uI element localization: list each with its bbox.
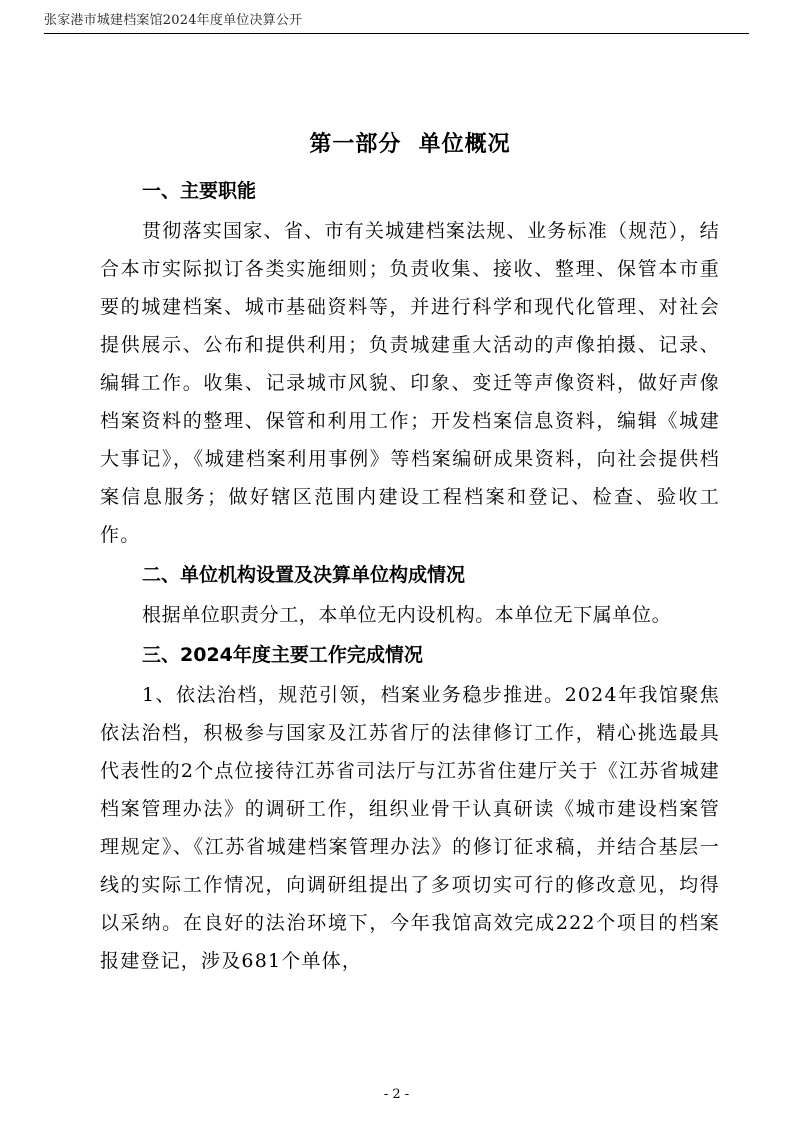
running-header: 张家港市城建档案馆2024年度单位决算公开 [44,13,303,28]
paragraph-functions: 贯彻落实国家、省、市有关城建档案法规、业务标准（规范），结合本市实际拟订各类实施细则；负责收集、接收、整理、保管本市重要的城建档案、城市基础资料等，并进行科学和现代化管理、对社会提供展示、公布和提供利用；负责城建重大活动的声像拍摄、记录、编辑工作。收集、记录城市风貌、印象、变迁等声像资料，做好声像档案资料的整理、保管和利用工作；开发档案信息资料，编辑《城建大事记》，《城建档案利用事例》等档案编研成果资料，向社会提供档案信息服务；做好辖区范围内建设工程档案和登记、检查、验收工作。 [100,220,720,546]
page-number: - 2 - [383,1087,410,1102]
section-heading-organization: 二、单位机构设置及决算单位构成情况 [142,564,466,586]
section-heading-work-summary: 三、2024年度主要工作完成情况 [142,644,423,666]
section-heading-functions: 一、主要职能 [142,180,257,202]
part-title: 第一部分 单位概况 [309,132,511,157]
paragraph-organization: 根据单位职责分工，本单位无内设机构。本单位无下属单位。 [142,604,672,626]
header-divider [44,33,749,34]
paragraph-work-summary: 1、依法治档，规范引领，档案业务稳步推进。2024年我馆聚焦依法治档，积极参与国家及江苏省厅的法律修订工作，精心挑选最具代表性的2个点位接待江苏省司法厅与江苏省住建厅关于《江苏省城建档案管理办法》的调研工作，组织业骨干认真研读《城市建设档案管理规定》、《江苏省城建档案管理办法》的修订征求稿，并结合基层一线的实际工作情况，向调研组提出了多项切实可行的修改意见，均得以采纳。在良好的法治环境下，今年我馆高效完成222个项目的档案报建登记，涉及681个单体， [100,684,720,972]
document-body [100,124,720,980]
